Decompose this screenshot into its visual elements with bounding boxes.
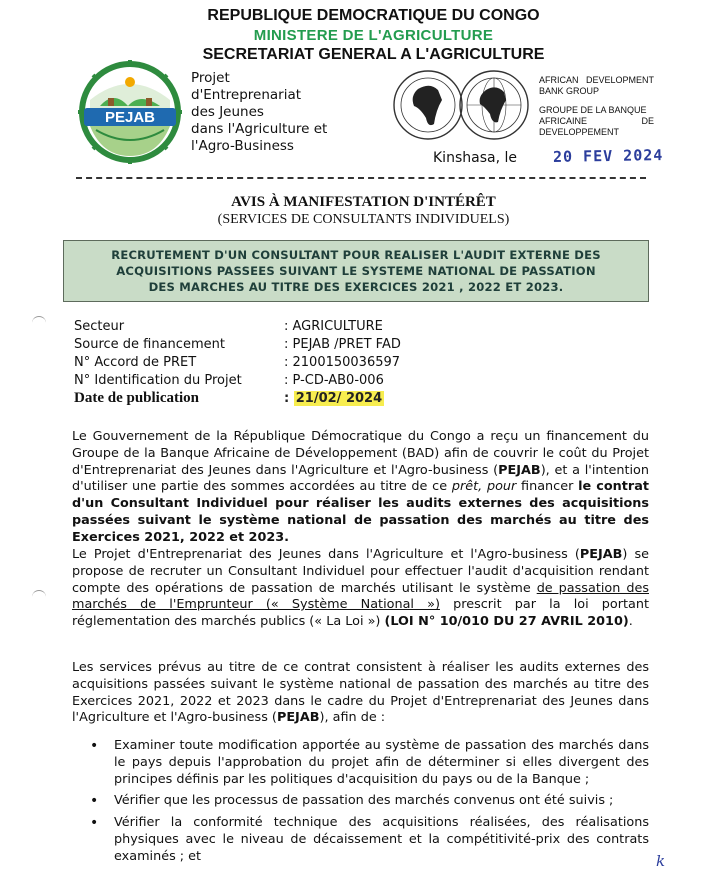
publication-date: 21/02/ 2024 <box>295 391 383 407</box>
initials-mark: k <box>656 852 666 870</box>
list-item: • Vérifier que les processus de passation des marchés convenus ont été suivis ; <box>90 793 614 809</box>
place-date-label: Kinshasa, le <box>433 150 517 166</box>
reference-table <box>74 317 401 408</box>
reference-row: Source de financement : PEJAB /PRET FAD <box>74 336 401 352</box>
reference-row: Secteur : AGRICULTURE <box>74 318 383 334</box>
ministry-title: MINISTERE DE L'AGRICULTURE <box>253 27 494 44</box>
subject-banner: RECRUTEMENT D'UN CONSULTANT POUR REALISER L'AUDIT EXTERNE DES ACQUISITIONS PASSEES SUIVANT LE SYSTEME NATIONAL DE PASSATION DES MARCHES AU TITRE DES EXERCICES 2021 , 2022 ET 2023. <box>63 240 649 302</box>
date-stamp: 20 FEV 2024 <box>552 146 664 166</box>
list-item: • Examiner toute modification apportée au système de passation des marchés dans le pays depuis l'approbation du projet afin de déterminer si elles divergent des principes définis par les politiques d'acquisition du pays ou de la Banque ; <box>90 738 649 787</box>
paragraph-services: Les services prévus au titre de ce contrat consistent à réaliser les audits externes des acquisitions passées suivant le système national de passation des marchés au titre des Exercices 2021, 2022 et 2023 dans le cadre du Projet d'Entreprenariat des Jeunes dans l'Agriculture et l'Agro-business (PEJAB), afin de : <box>72 660 649 726</box>
list-item: • Vérifier la conformité technique des acquisitions réalisées, des réalisations physiques avec le niveau de décaissement et la compétitivité-prix des contrats examinés ; et <box>90 815 649 864</box>
afdb-logo <box>390 64 532 146</box>
paragraph-recruitment: Le Projet d'Entreprenariat des Jeunes dans l'Agriculture et l'Agro-business (PEJAB) se propose de recruter un Consultant Individuel pour effectuer l'audit d'acquisition rendant compte des opérations de passation de marchés utilisant le système de passation des marchés de l'Emprunteur (« Système National ») prescrit par la loi portant réglementation des marchés publics (« La Loi ») (LOI N° 10/010 DU 27 AVRIL 2010). <box>72 547 649 630</box>
pejab-logo <box>78 60 182 164</box>
project-name: Projet d'Entreprenariat des Jeunes dans l'Agriculture et l'Agro-Business <box>191 70 328 154</box>
notice-subtitle: (SERVICES DE CONSULTANTS INDIVIDUELS) <box>217 212 510 227</box>
reference-row: N° Accord de PRET : 2100150036597 <box>74 354 401 370</box>
reference-row: N° Identification du Projet : P-CD-AB0-006 <box>74 373 384 389</box>
punch-hole-mark <box>32 590 46 601</box>
afdb-group-names: AFRICAN DEVELOPMENT BANK GROUP GROUPE DE LA BANQUE AFRICAINE DE DEVELOPPEMENT <box>539 75 654 137</box>
notice-title: AVIS À MANIFESTATION D'INTÉRÊT <box>231 194 496 210</box>
paragraph-financing: Le Gouvernement de la République Démocratique du Congo a reçu un financement du Groupe de la Banque Africaine de Développement (BAD) afin de couvrir le coût du Projet d'Entreprenariat des Jeunes dans l'Agriculture et l'Agro-business (PEJAB), et a l'intention d'utiliser une partie des sommes accordées au titre de ce prêt, pour financer le contrat d'un Consultant Individuel pour réaliser les audits externes des acquisitions passées suivant le système national de passation des marchés au titre des Exercices 2021, 2022 et 2023. <box>72 429 649 545</box>
secretariat-title: SECRETARIAT GENERAL A L'AGRICULTURE <box>202 46 545 63</box>
punch-hole-mark <box>32 316 46 327</box>
logo-text: PEJAB <box>104 109 156 126</box>
country-title: REPUBLIQUE DEMOCRATIQUE DU CONGO <box>207 7 540 24</box>
publication-date-row: Date de publication : 21/02/ 2024 <box>74 390 383 407</box>
separator-line <box>76 177 646 179</box>
